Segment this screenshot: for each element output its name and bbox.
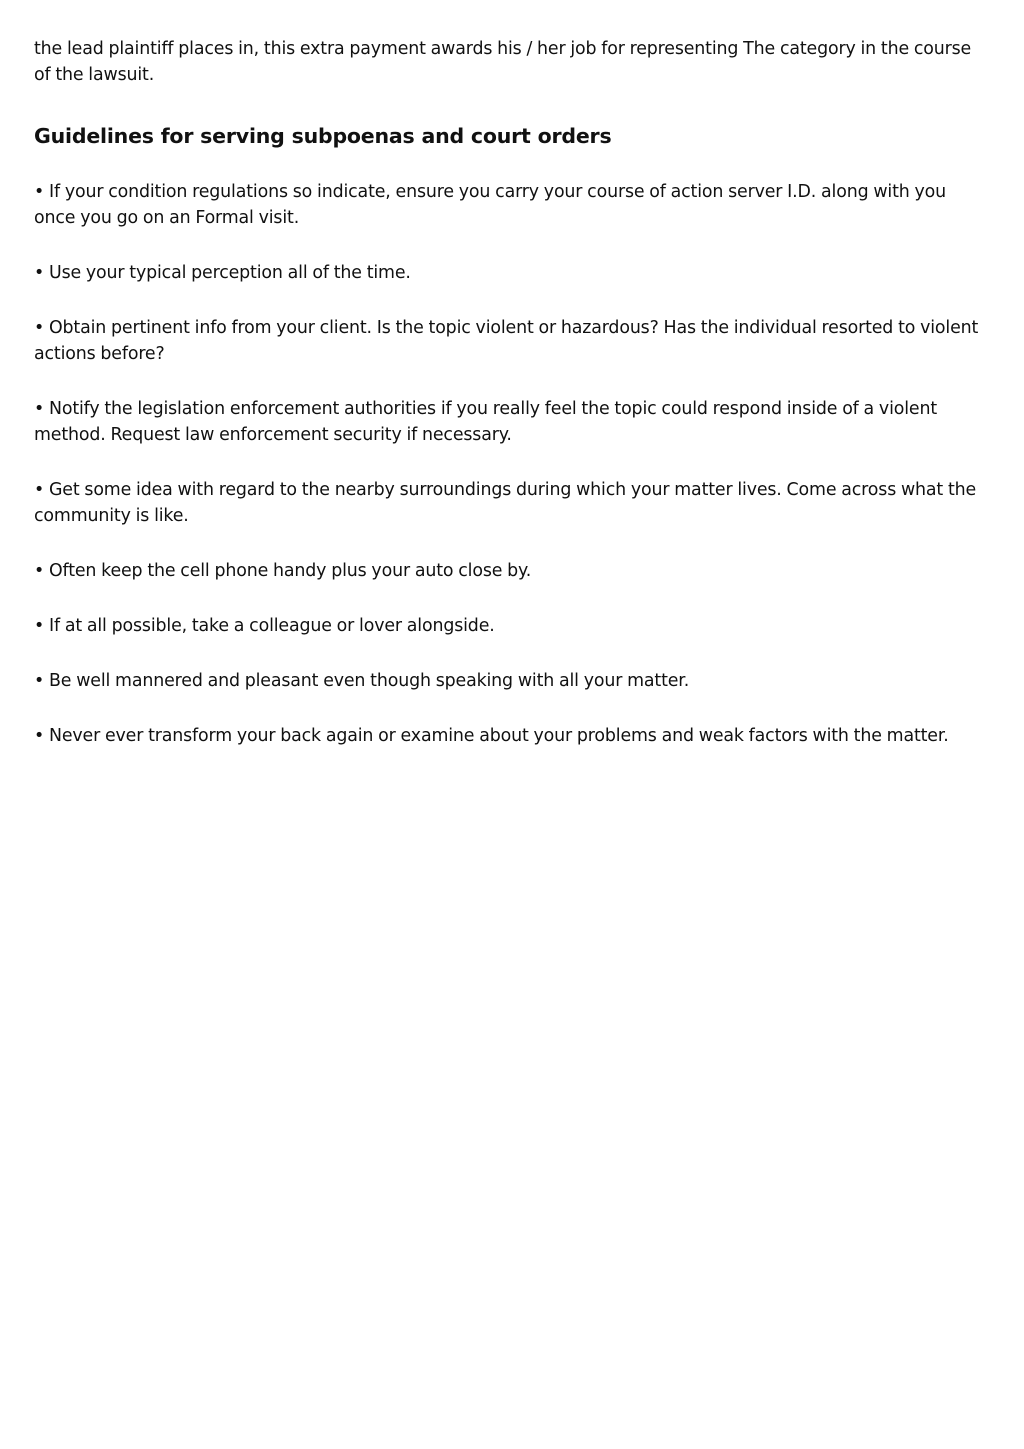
intro-paragraph: the lead plaintiff places in, this extra payment awards his / her job for representing The category in the course of the lawsuit. (34, 39, 972, 85)
list-item: • Get some idea with regard to the nearby surroundings during which your matter lives. Come across what the community is like. (34, 480, 977, 526)
guidelines-list (34, 179, 990, 749)
list-item: • Use your typical perception all of the time. (34, 263, 411, 283)
list-item: • Never ever transform your back again or examine about your problems and weak factors with the matter. (34, 726, 949, 746)
list-item: • If your condition regulations so indicate, ensure you carry your course of action server I.D. along with you once you go on an Formal visit. (34, 182, 947, 228)
section-heading: Guidelines for serving subpoenas and court orders (34, 124, 612, 148)
list-item: • Often keep the cell phone handy plus your auto close by. (34, 561, 532, 581)
list-item: • Notify the legislation enforcement authorities if you really feel the topic could respond inside of a violent method. Request law enforcement security if necessary. (34, 399, 938, 445)
list-item: • If at all possible, take a colleague or lover alongside. (34, 616, 495, 636)
list-item: • Be well mannered and pleasant even though speaking with all your matter. (34, 671, 690, 691)
list-item: • Obtain pertinent info from your client. Is the topic violent or hazardous? Has the individual resorted to violent actions before? (34, 318, 979, 364)
